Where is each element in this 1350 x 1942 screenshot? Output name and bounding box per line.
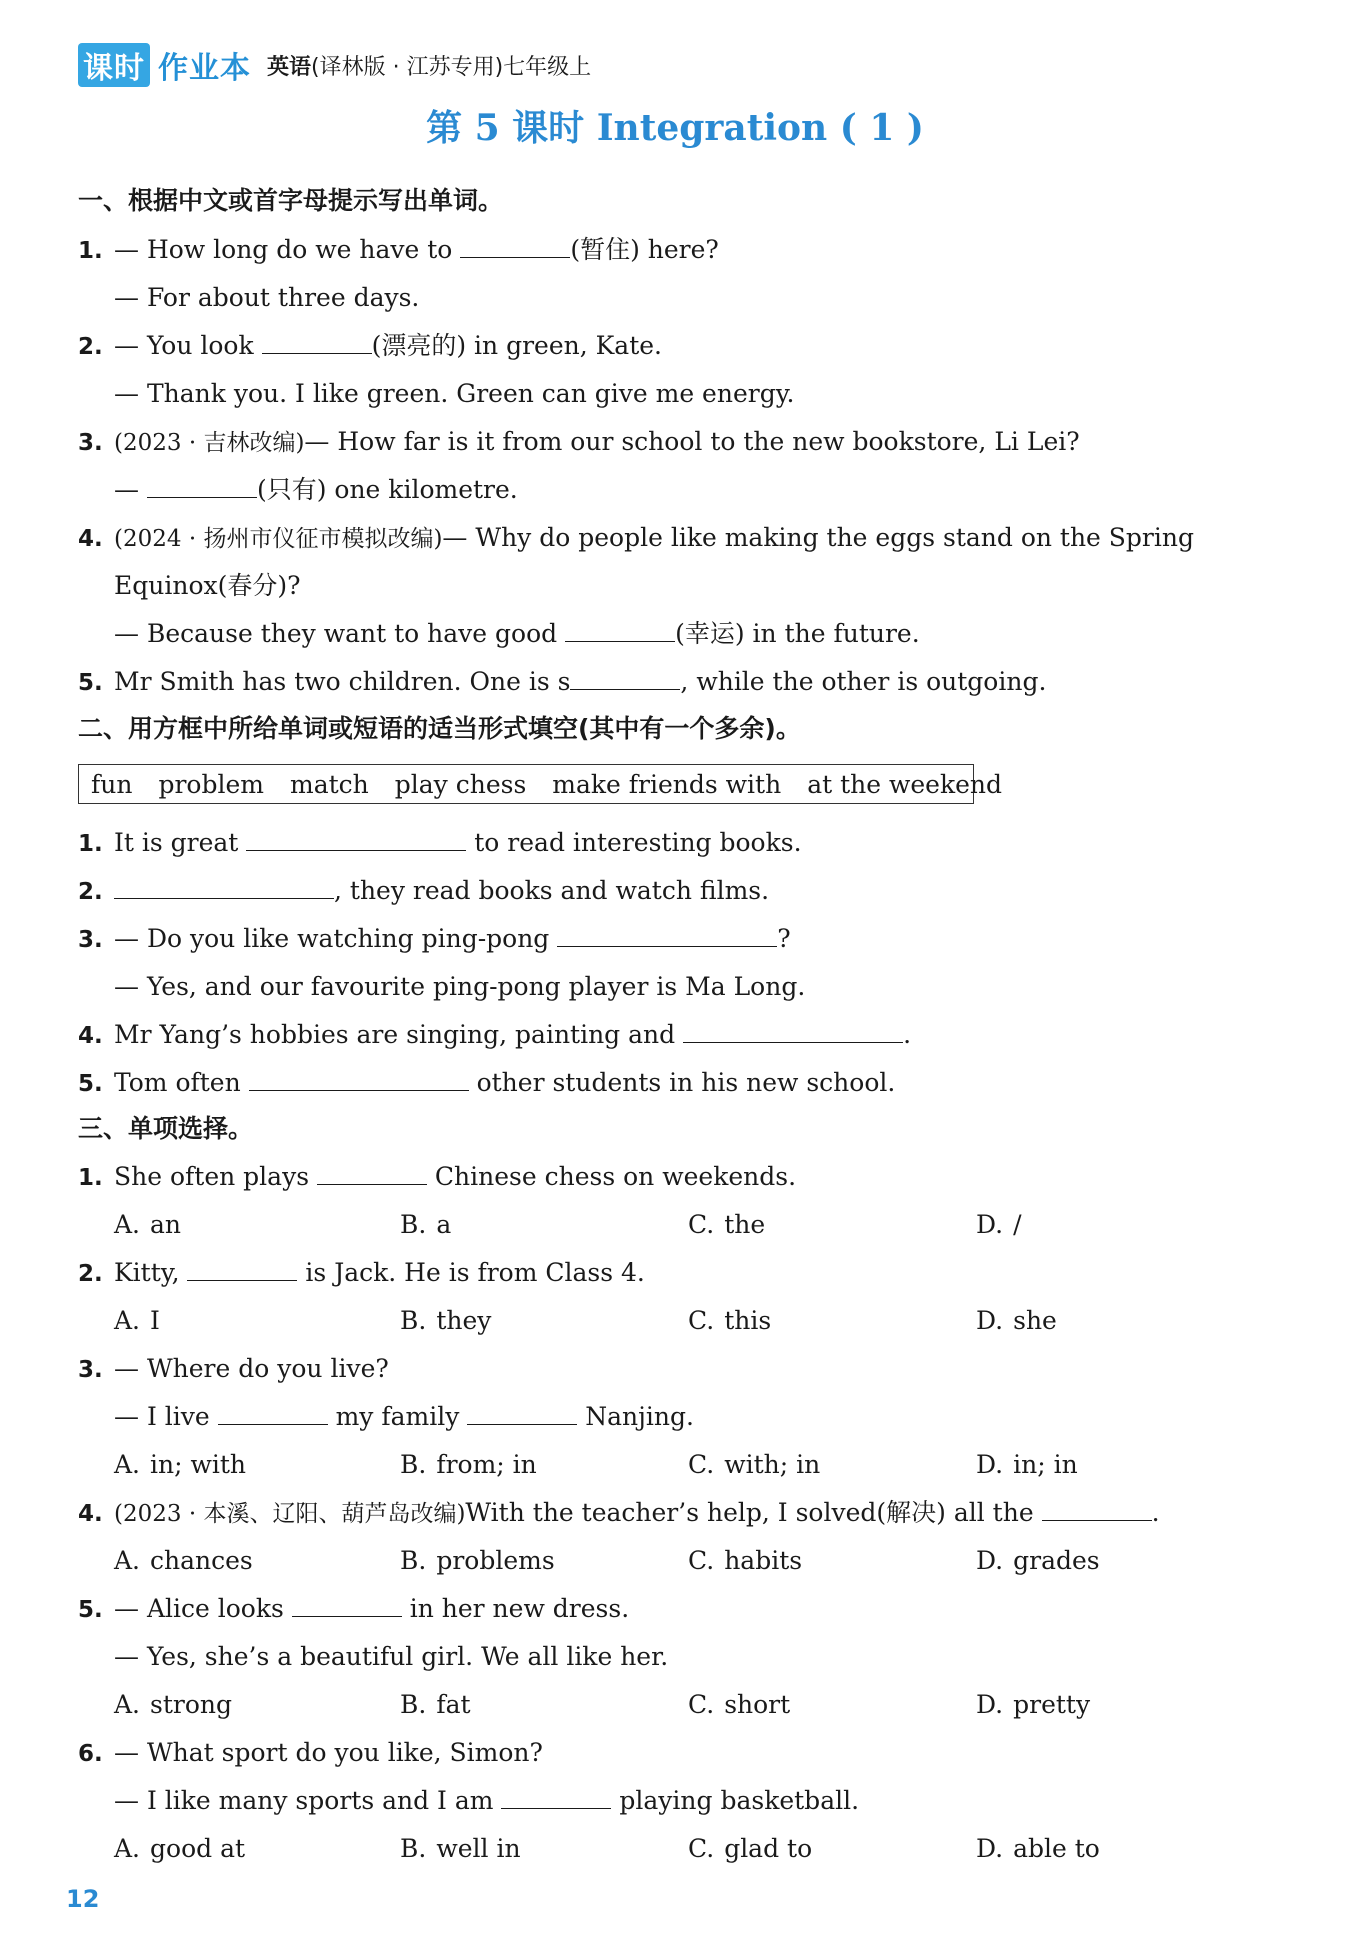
s2-q3-line2: — Yes, and our favourite ping-pong player is Ma Long. <box>114 972 806 1001</box>
option-a[interactable]: A. I <box>114 1306 160 1335</box>
option-b[interactable]: B. from; in <box>400 1450 537 1479</box>
subject-label: 英语 <box>267 54 312 80</box>
option-c[interactable]: C. short <box>688 1690 791 1719</box>
option-b[interactable]: B. they <box>400 1306 492 1335</box>
logo-badge: 课时 <box>78 43 150 87</box>
answer-blank[interactable] <box>557 922 777 947</box>
answer-blank[interactable] <box>501 1784 611 1809</box>
book-subtitle <box>267 50 591 81</box>
s1-q2-line2: — Thank you. I like green. Green can give me energy. <box>114 379 795 408</box>
s2-q3-line1: 3. — Do you like watching ping-pong ? <box>78 924 791 953</box>
edition-label: (译林版 · 江苏专用)七年级上 <box>311 54 592 80</box>
answer-blank[interactable] <box>292 1592 402 1617</box>
option-d[interactable]: D. / <box>976 1210 1022 1239</box>
word-bank-item: fun <box>91 769 133 799</box>
s3-q4: 4. (2023 · 本溪、辽阳、葫芦岛改编)With the teacher’s help, I solved(解决) all the . <box>78 1498 1160 1527</box>
source-note: (2024 · 扬州市仪征市模拟改编) <box>114 526 443 552</box>
s3-q5-line1: 5. — Alice looks in her new dress. <box>78 1594 630 1623</box>
s1-q3-line2: — (只有) one kilometre. <box>114 475 518 504</box>
option-b[interactable]: B. well in <box>400 1834 521 1863</box>
s3-q5-line2: — Yes, she’s a beautiful girl. We all like her. <box>114 1642 669 1671</box>
section2-title: 二、用方框中所给单词或短语的适当形式填空(其中有一个多余)。 <box>78 714 801 743</box>
section1-title: 一、根据中文或首字母提示写出单词。 <box>78 186 504 215</box>
s1-q1-line2: — For about three days. <box>114 283 420 312</box>
option-d[interactable]: D. grades <box>976 1546 1100 1575</box>
s1-q4-line1: 4. (2024 · 扬州市仪征市模拟改编)— Why do people like making the eggs stand on the Spring <box>78 523 1194 552</box>
book-header <box>78 40 591 90</box>
answer-blank[interactable] <box>246 826 466 851</box>
answer-blank[interactable] <box>262 329 372 354</box>
answer-blank[interactable] <box>218 1400 328 1425</box>
s3-q3-line2: — I live my family Nanjing. <box>114 1402 694 1431</box>
option-d[interactable]: D. she <box>976 1306 1057 1335</box>
s1-q5-line1: 5. Mr Smith has two children. One is s , while the other is outgoing. <box>78 667 1047 696</box>
answer-blank[interactable] <box>147 473 257 498</box>
option-d[interactable]: D. able to <box>976 1834 1100 1863</box>
word-bank-item: play chess <box>394 769 527 799</box>
s3-q6-line2: — I like many sports and I am playing basketball. <box>114 1786 860 1815</box>
s2-q5: 5. Tom often other students in his new school. <box>78 1068 896 1097</box>
word-bank-item: problem <box>158 769 264 799</box>
option-a[interactable]: A. an <box>114 1210 182 1239</box>
s1-q3-line1: 3. (2023 · 吉林改编)— How far is it from our school to the new bookstore, Li Lei? <box>78 427 1080 456</box>
s1-q2-line1: 2. — You look (漂亮的) in green, Kate. <box>78 331 662 360</box>
page-number: 12 <box>66 1885 100 1913</box>
answer-blank[interactable] <box>187 1256 297 1281</box>
word-bank-item: make friends with <box>552 769 782 799</box>
s1-q4-line2: Equinox(春分)? <box>114 571 301 600</box>
lesson-title: 第 5 课时 Integration ( 1 ) <box>426 107 924 149</box>
word-bank-item: match <box>289 769 369 799</box>
s1-q1-line1: 1. — How long do we have to (暂住) here? <box>78 235 719 264</box>
s3-q6-line1: 6. — What sport do you like, Simon? <box>78 1738 543 1767</box>
option-c[interactable]: C. the <box>688 1210 766 1239</box>
option-b[interactable]: B. a <box>400 1210 452 1239</box>
option-d[interactable]: D. pretty <box>976 1690 1091 1719</box>
source-note: (2023 · 吉林改编) <box>114 430 305 456</box>
section3-title: 三、单项选择。 <box>78 1114 254 1143</box>
option-b[interactable]: B. problems <box>400 1546 555 1575</box>
source-note: (2023 · 本溪、辽阳、葫芦岛改编) <box>114 1501 466 1527</box>
logo-text: 作业本 <box>158 51 251 86</box>
answer-blank[interactable] <box>467 1400 577 1425</box>
option-d[interactable]: D. in; in <box>976 1450 1078 1479</box>
option-c[interactable]: C. glad to <box>688 1834 813 1863</box>
answer-blank[interactable] <box>570 665 680 690</box>
s3-q3-line1: 3. — Where do you live? <box>78 1354 389 1383</box>
option-b[interactable]: B. fat <box>400 1690 471 1719</box>
option-c[interactable]: C. habits <box>688 1546 803 1575</box>
s2-q1: 1. It is great to read interesting books. <box>78 828 802 857</box>
s2-q4: 4. Mr Yang’s hobbies are singing, painting and . <box>78 1020 912 1049</box>
answer-blank[interactable] <box>460 233 570 258</box>
s2-q2: 2. , they read books and watch films. <box>78 876 770 905</box>
s1-q4-line3: — Because they want to have good (幸运) in the future. <box>114 619 920 648</box>
answer-blank[interactable] <box>565 617 675 642</box>
answer-blank[interactable] <box>1042 1496 1152 1521</box>
option-a[interactable]: A. chances <box>114 1546 253 1575</box>
word-bank-item: at the weekend <box>807 769 1003 799</box>
option-a[interactable]: A. good at <box>114 1834 246 1863</box>
option-c[interactable]: C. with; in <box>688 1450 821 1479</box>
answer-blank[interactable] <box>683 1018 903 1043</box>
option-c[interactable]: C. this <box>688 1306 772 1335</box>
s3-q2: 2. Kitty, is Jack. He is from Class 4. <box>78 1258 645 1287</box>
answer-blank[interactable] <box>317 1160 427 1185</box>
option-a[interactable]: A. in; with <box>114 1450 247 1479</box>
answer-blank[interactable] <box>114 874 334 899</box>
option-a[interactable]: A. strong <box>114 1690 232 1719</box>
word-bank-box <box>78 764 1003 804</box>
s3-q1: 1. She often plays Chinese chess on weekends. <box>78 1162 797 1191</box>
answer-blank[interactable] <box>249 1066 469 1091</box>
